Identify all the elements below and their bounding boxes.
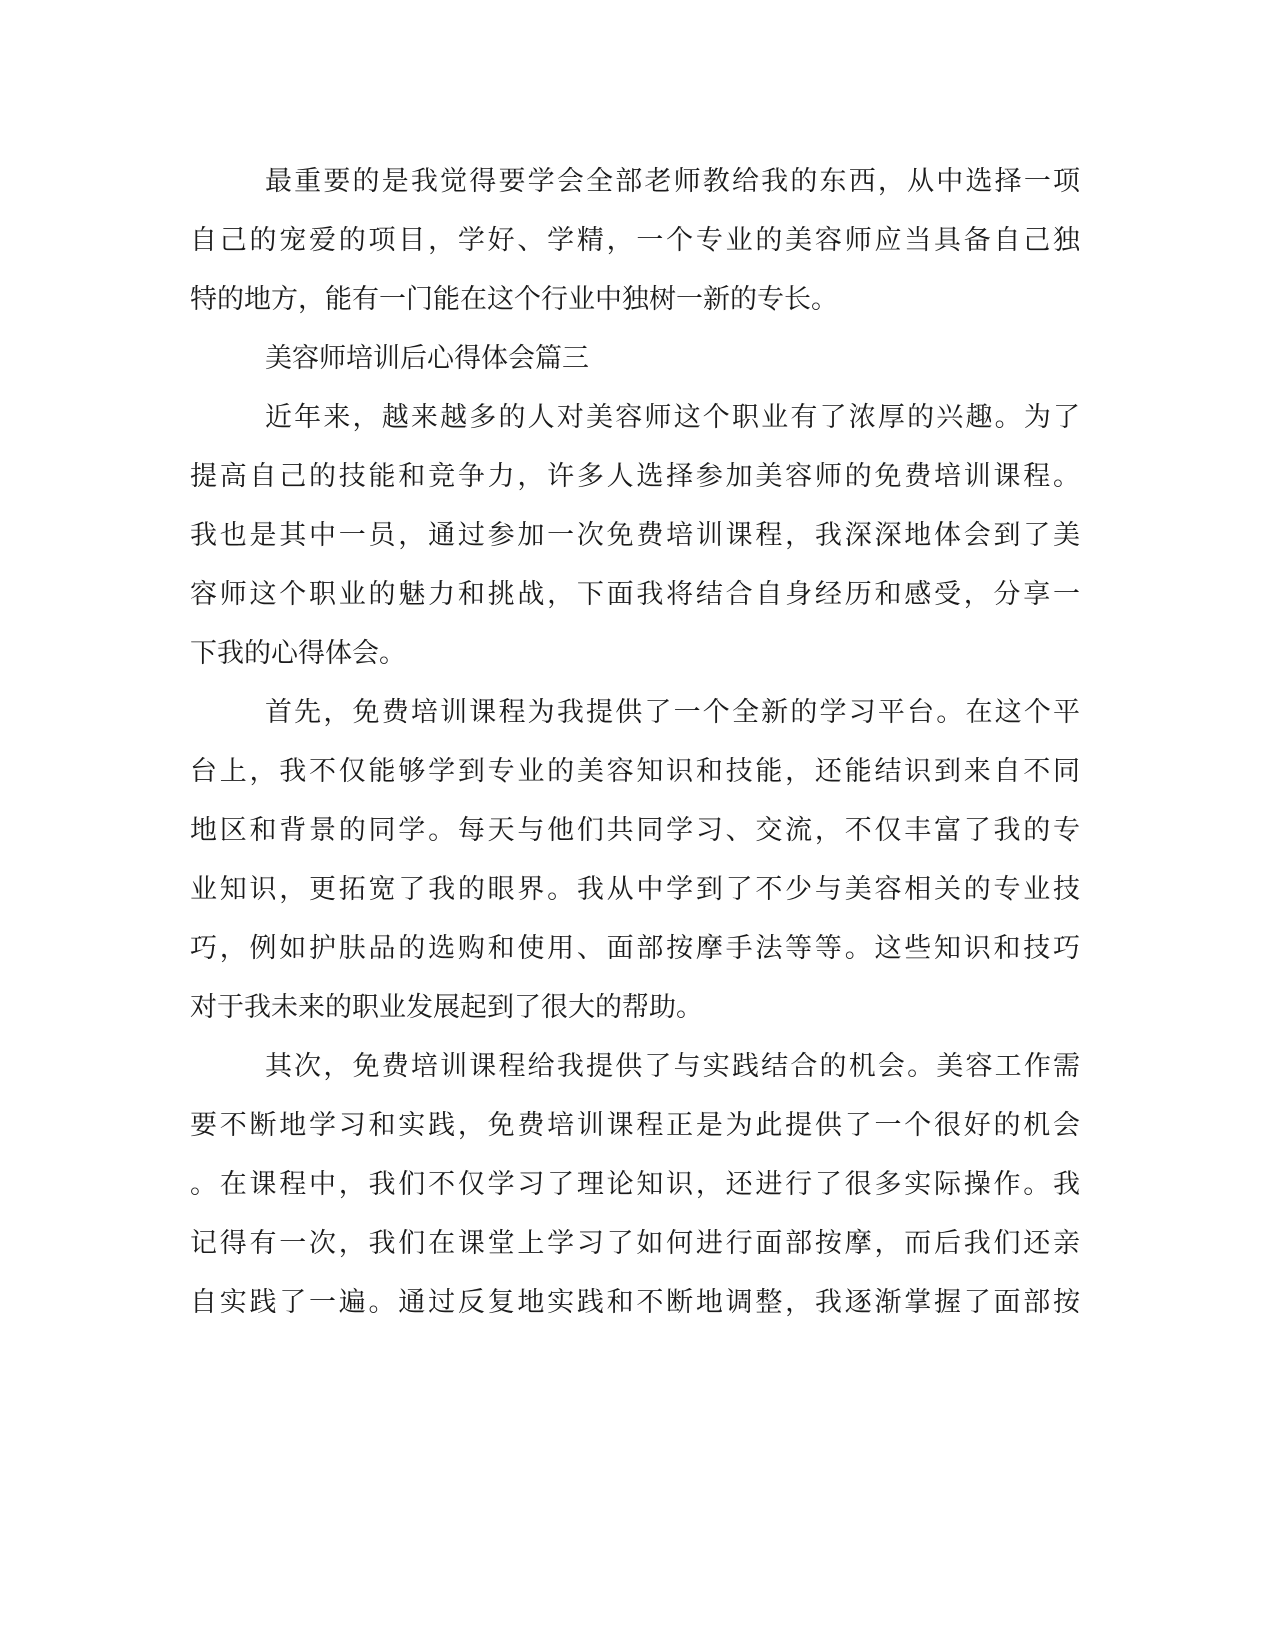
text-line: 自己的宠爱的项目，学好、学精，一个专业的美容师应当具备自己独 — [190, 225, 1080, 256]
text-line: 其次，免费培训课程给我提供了与实践结合的机会。美容工作需 — [265, 1051, 1080, 1082]
text-line: 首先，免费培训课程为我提供了一个全新的学习平台。在这个平 — [265, 697, 1080, 728]
text-line: 对于我未来的职业发展起到了很大的帮助。 — [190, 992, 703, 1023]
text-line: 。在课程中，我们不仅学习了理论知识，还进行了很多实际操作。我 — [190, 1169, 1080, 1200]
text-line: 最重要的是我觉得要学会全部老师教给我的东西，从中选择一项 — [265, 166, 1080, 197]
text-line: 我也是其中一员，通过参加一次免费培训课程，我深深地体会到了美 — [190, 520, 1080, 551]
text-line: 下我的心得体会。 — [190, 638, 406, 669]
text-line: 业知识，更拓宽了我的眼界。我从中学到了不少与美容相关的专业技 — [190, 874, 1080, 905]
text-line: 容师这个职业的魅力和挑战，下面我将结合自身经历和感受，分享一 — [190, 579, 1080, 610]
text-line: 记得有一次，我们在课堂上学习了如何进行面部按摩，而后我们还亲 — [190, 1228, 1080, 1259]
text-line: 提高自己的技能和竞争力，许多人选择参加美容师的免费培训课程。 — [190, 461, 1080, 492]
section-heading: 美容师培训后心得体会篇三 — [265, 343, 589, 374]
text-line: 地区和背景的同学。每天与他们共同学习、交流，不仅丰富了我的专 — [190, 815, 1080, 846]
text-line: 巧，例如护肤品的选购和使用、面部按摩手法等等。这些知识和技巧 — [190, 933, 1080, 964]
text-line: 自实践了一遍。通过反复地实践和不断地调整，我逐渐掌握了面部按 — [190, 1287, 1080, 1318]
text-line: 要不断地学习和实践，免费培训课程正是为此提供了一个很好的机会 — [190, 1110, 1080, 1141]
text-line: 特的地方，能有一门能在这个行业中独树一新的专长。 — [190, 284, 838, 315]
text-line: 台上，我不仅能够学到专业的美容知识和技能，还能结识到来自不同 — [190, 756, 1080, 787]
text-line: 近年来，越来越多的人对美容师这个职业有了浓厚的兴趣。为了 — [265, 402, 1080, 433]
